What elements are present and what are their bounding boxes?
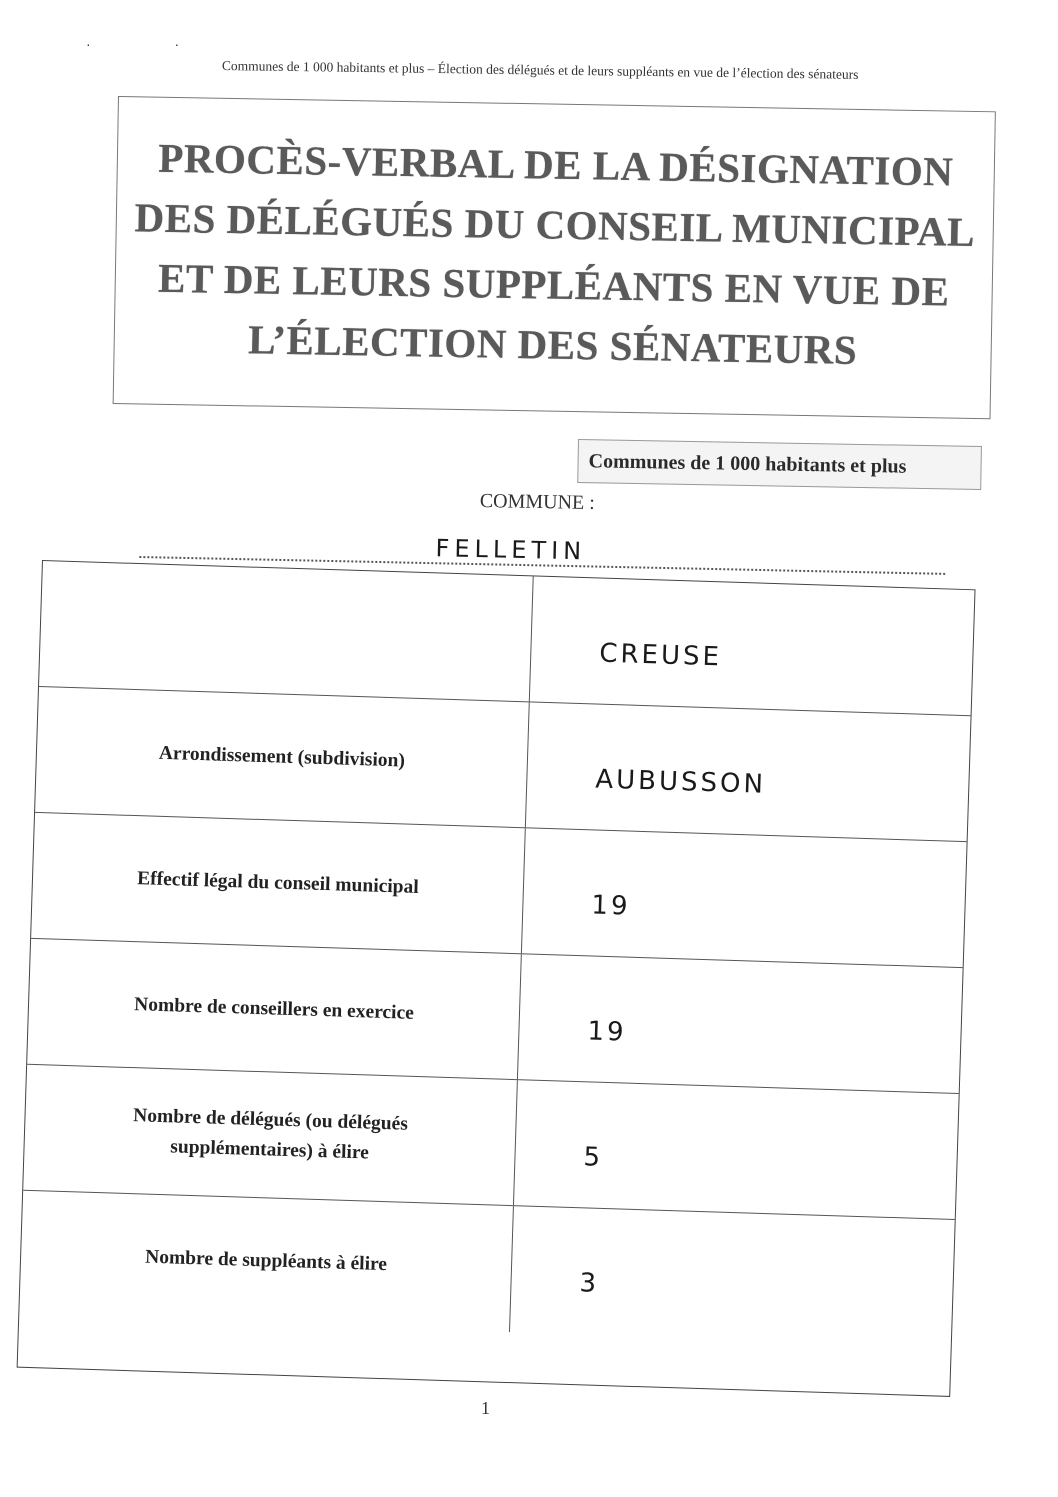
row-value: AUBUSSON [594, 764, 767, 800]
document-title [114, 127, 994, 382]
row-label: Arrondissement (subdivision) [158, 742, 406, 771]
row-value-cell [529, 576, 975, 715]
row-value: 5 [583, 1142, 604, 1173]
commune-label: COMMUNE : [479, 490, 595, 515]
title-line-1: PROCÈS-VERBAL DE LA DÉSIGNATION [157, 134, 954, 195]
row-label: Nombre de délégués (ou délégués supplémentaires) à élire [132, 1104, 409, 1164]
row-value-cell [521, 828, 967, 967]
running-header: Communes de 1 000 habitants et plus – Élection des délégués et de leurs suppléants en vue de l’élection des sénateurs [221, 58, 859, 82]
title-line-3: ET DE LEURS SUPPLÉANTS EN VUE DE [157, 254, 950, 315]
row-value-cell [517, 954, 963, 1093]
row-value: CREUSE [598, 638, 723, 673]
row-value-cell [509, 1206, 955, 1346]
row-value: 19 [586, 1016, 628, 1048]
category-badge: Communes de 1 000 habitants et plus [577, 439, 982, 490]
row-value: 19 [590, 890, 631, 922]
title-line-2: DES DÉLÉGUÉS DU CONSEIL MUNICIPAL [134, 194, 976, 255]
commune-value: FELLETIN [435, 534, 587, 566]
scan-artifact-marks: · · [86, 36, 220, 52]
row-value-cell [525, 702, 971, 841]
title-box [113, 96, 996, 419]
row-label: Nombre de suppléants à élire [144, 1246, 388, 1276]
page-number: 1 [481, 1398, 490, 1418]
row-value-cell [513, 1080, 959, 1219]
row-value: 3 [579, 1268, 600, 1299]
info-table [17, 560, 976, 1397]
title-line-4: L’ÉLECTION DES SÉNATEURS [247, 316, 858, 373]
row-label: Effectif légal du conseil municipal [136, 867, 420, 898]
row-label [39, 561, 533, 701]
row-label: Nombre de conseillers en exercice [133, 993, 415, 1024]
